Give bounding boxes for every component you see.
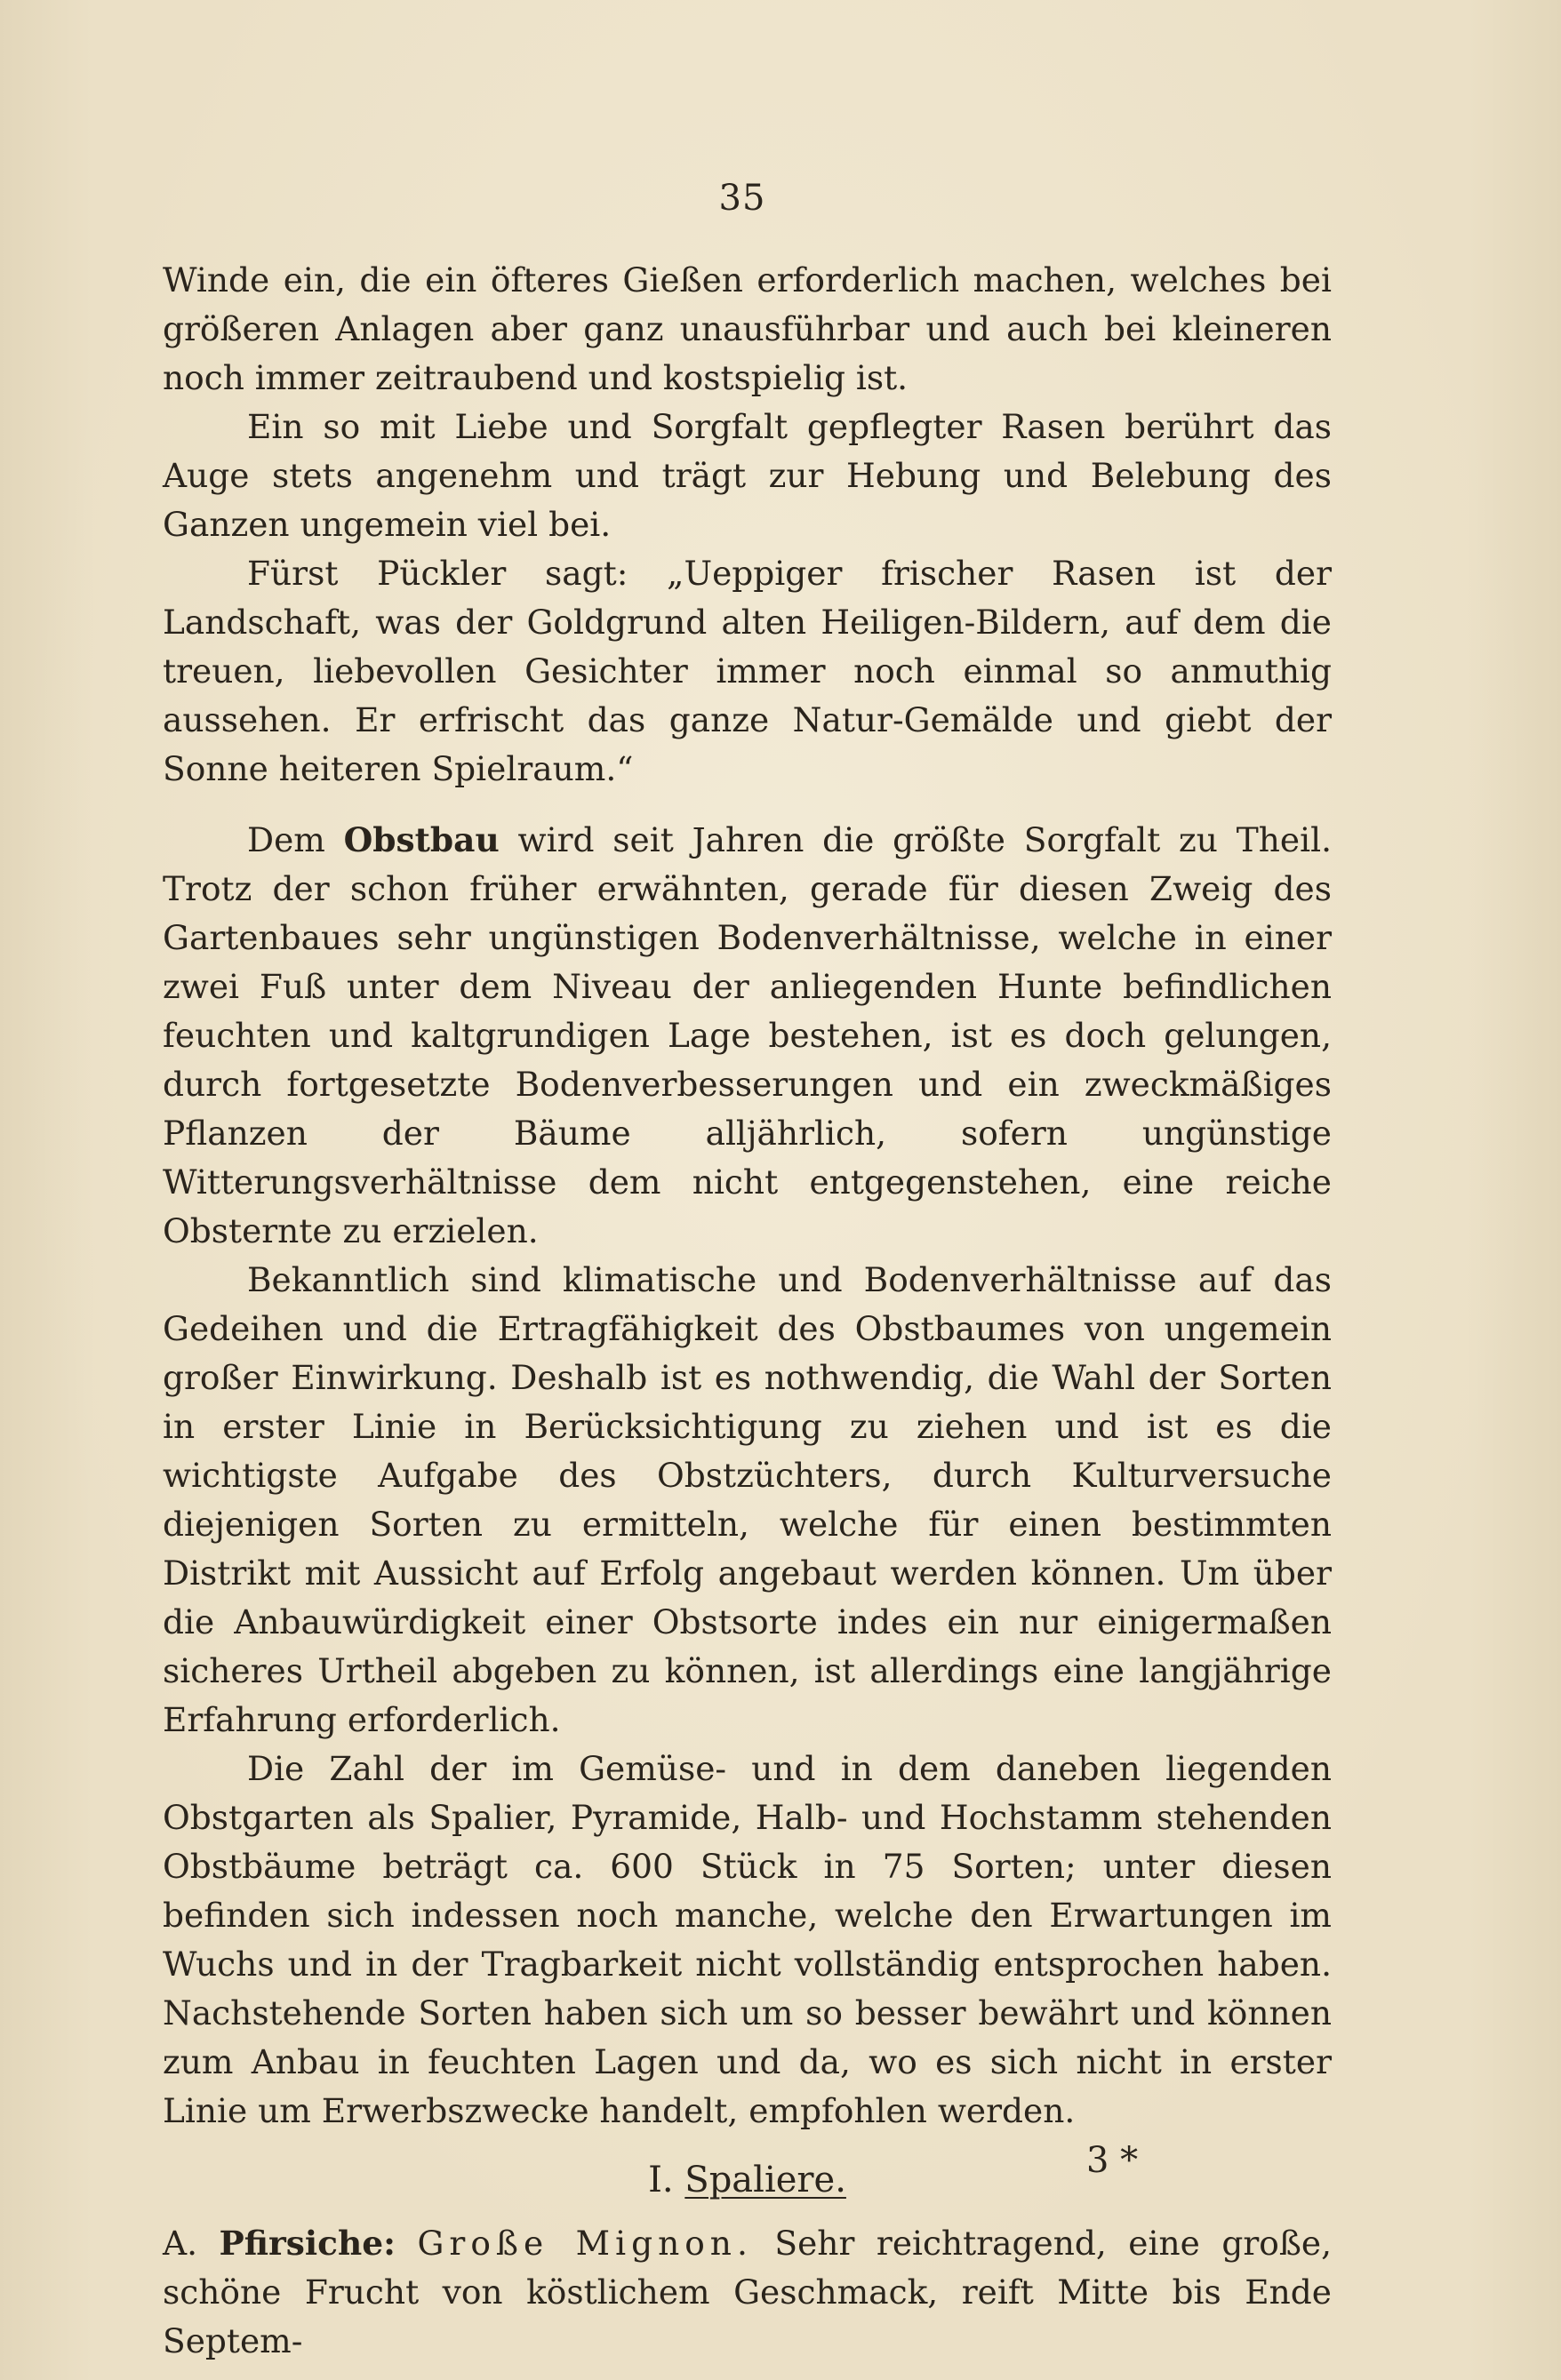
paragraph-rasen: Ein so mit Liebe und Sorgfalt gepflegter Rasen berührt das Auge stets angenehm und trägt zur Hebung und Belebung des Ganzen ungemein viel bei. — [163, 407, 1332, 544]
section-heading — [163, 2153, 1332, 2207]
entry-category: Pfirsiche: — [219, 2224, 396, 2263]
entry-description: Sehr reichtragend, eine große, schöne Frucht von köstlichem Geschmack, reift Mitte bis Ende Septem- — [163, 2224, 1333, 2360]
paragraph-sorten: Die Zahl der im Gemüse- und in dem daneben liegenden Obstgarten als Spalier, Pyramide, Halb- und Hochstamm stehenden Obstbäume beträgt ca. 600 Stück in 75 Sorten; unter diesen befinden sich indessen noch manche, welche den Erwartungen im Wuchs und in der Tragbarkeit nicht vollständig entsprochen haben. Nachstehende Sorten haben sich um so besser bewährt und können zum Anbau in feuchten Lagen und da, wo es sich nicht in erster Linie um Erwerbszwecke handelt, empfohlen werden. — [163, 1749, 1332, 2130]
keyword-obstbau: Obstbau — [343, 820, 500, 859]
section-number: I. — [648, 2160, 674, 2200]
paragraph-pueckler-quote: Fürst Pückler sagt: „Ueppiger frischer Rasen ist der Landschaft, was der Goldgrund alten Heiligen-Bildern, auf dem die treuen, liebevollen Gesichter immer noch einmal so anmuthig aussehen. Er erfrischt das ganze Natur-Gemälde und giebt der Sonne heiteren Spielraum.“ — [163, 554, 1332, 788]
page-number: 35 — [718, 178, 766, 219]
paragraph-obstbau-lead: Dem — [247, 820, 344, 859]
paragraph-continuation: Winde ein, die ein öfteres Gießen erforderlich machen, welches bei größeren Anlagen aber ganz unausführbar und auch bei kleineren noch immer zeitraubend und kostspielig ist. — [163, 260, 1332, 397]
paragraph-obstbau — [163, 816, 1332, 1256]
section-title: Spaliere. — [684, 2160, 846, 2200]
entry-variety: Große Mignon. — [417, 2224, 753, 2263]
paragraph-bodenverhaeltnisse: Bekanntlich sind klimatische und Bodenverhältnisse auf das Gedeihen und die Ertragfähigkeit des Obstbaumes von ungemein großer Einwirkung. Deshalb ist es nothwendig, die Wahl der Sorten in erster Linie in Berücksichtigung zu ziehen und ist es die wichtigste Aufgabe des Obstzüchters, durch Kulturversuche diejenigen Sorten zu ermitteln, welche für einen bestimmten Distrikt mit Aussicht auf Erfolg angebaut werden können. Um über die Anbauwürdigkeit einer Obstsorte indes ein nur einigermaßen sicheres Urtheil abgeben zu können, ist allerdings eine langjährige Erfahrung erforderlich. — [163, 1260, 1332, 1739]
signature-mark: 3 * — [1086, 2140, 1139, 2181]
main-text — [163, 256, 1332, 2366]
paragraph-obstbau-text: wird seit Jahren die größte Sorgfalt zu Theil. Trotz der schon früher erwähnten, gerade für diesen Zweig des Gartenbaues sehr ungünstigen Bodenverhältnisse, welche in einer zwei Fuß unter dem Niveau der anliegenden Hunte befindlichen feuchten und kaltgrundigen Lage bestehen, ist es doch gelungen, durch fortgesetzte Bodenverbesserungen und ein zweckmäßiges Pflanzen der Bäume alljährlich, sofern ungünstige Witterungsverhältnisse dem nicht entgegenstehen, eine reiche Obsternte zu erzielen. — [163, 820, 1332, 1250]
entry-letter: A. — [163, 2224, 198, 2263]
entry-pfirsiche — [163, 2219, 1332, 2366]
